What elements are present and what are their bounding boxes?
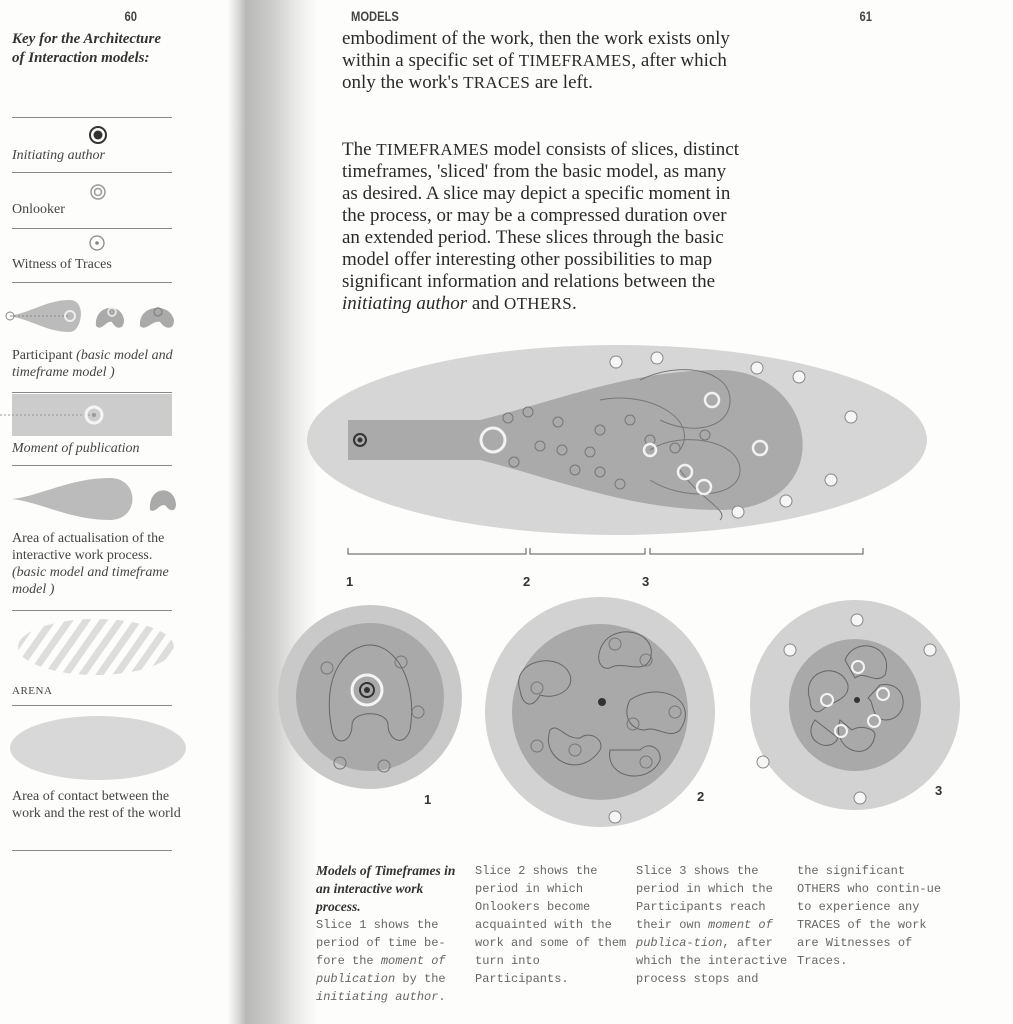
moment-of-publication-icon [0,394,176,436]
key-label-area-actualisation [12,530,182,598]
page-number-right: 61 [859,8,873,24]
area-actualisation-label: Area of actualisation of the interactive work process. [12,531,165,563]
caption-col-4: the significant OTHERS who contin-ue to experience any TRACES of the work are Witnesses of Traces. [797,864,942,968]
divider [12,228,172,229]
key-label-participant [12,347,182,381]
divider [12,610,172,611]
timeline-label-2: 2 [523,574,531,589]
participant-note: (basic model and timeframe model ) [12,348,173,380]
text: . [571,293,577,314]
divider [12,282,172,283]
divider [12,705,172,706]
term: moment of publication [316,954,446,986]
timeframes-basic-model-diagram [300,340,940,560]
text: by the [395,972,446,986]
text: , after which the interactive process stops and [636,936,788,986]
caption-col-1 [316,862,470,1006]
key-label-arena: ARENA [12,685,53,697]
key-label-initiating-author: Initiating author [12,148,105,163]
participant-label: Participant [12,348,73,363]
term: moment of publica-tion [636,918,773,950]
caption-title: Models of Timeframes in an interactive work process. [316,863,456,914]
text: Slice 1 shows the period of time be-fore the [316,918,446,968]
paragraph-2 [342,139,742,315]
timeline-label-1: 1 [346,574,354,589]
term: initiating author [342,293,468,314]
slice-label-1: 1 [424,792,432,807]
timeline-brackets [348,548,863,554]
caption-col-3 [636,862,788,988]
paragraph-1 [342,28,742,94]
text: Slice 3 shows the period in which the Participants reach their own [636,864,773,932]
divider [12,172,172,173]
slice-label-2: 2 [697,789,705,804]
slice-1 [278,605,462,789]
initiating-author-icon [88,125,108,145]
text: The [342,139,377,160]
area-actualisation-icon [10,474,180,524]
text: are left. [530,72,593,93]
text: , after which only the work's [342,50,727,93]
term: TIMEFRAMES [518,51,632,70]
onlooker-icon [89,183,107,201]
slice-label-3: 3 [935,783,943,798]
term: TIMEFRAMES [376,140,489,159]
participant-icon [2,292,178,340]
term: initiating author [316,990,439,1004]
witness-icon [88,234,106,252]
divider [12,117,172,118]
term: OTHERS [504,294,572,313]
slice-2 [485,597,715,827]
key-label-area-contact: Area of contact between the work and the rest of the world [12,789,181,821]
area-actualisation-note: (basic model and timeframe model ) [12,565,169,597]
text: and [467,293,505,314]
text: model consists of slices, distinct timeframes, 'sliced' from the basic model, as many as desired. A slice may depict a specific moment in the process, or may be a compressed duration over an extended period. These slices through the basic model offer interesting other possibilities to map significant information and relations between the [342,139,740,292]
text: . [438,990,446,1004]
page-number-left: 60 [124,8,138,24]
timeline-label-3: 3 [642,574,650,589]
text: embodiment of the work, then the work exists only within a specific set of [342,28,730,71]
running-header: MODELS [350,8,399,24]
divider [12,465,172,466]
slice-3 [750,600,960,810]
caption-col-2: Slice 2 shows the period in which Onlookers become acquainted with the work and some of them turn into Participants. [475,864,627,986]
key-label-onlooker: Onlooker [12,202,65,217]
slices-diagram [270,590,970,830]
key-title: Key for the Architecture of Interaction models: [12,31,162,66]
divider [12,850,172,851]
arena-icon [16,617,176,677]
area-contact-icon [8,714,190,782]
key-label-witness: Witness of Traces [12,257,112,272]
key-label-moment: Moment of publication [12,441,140,456]
term: TRACES [463,73,531,92]
divider [12,392,172,393]
